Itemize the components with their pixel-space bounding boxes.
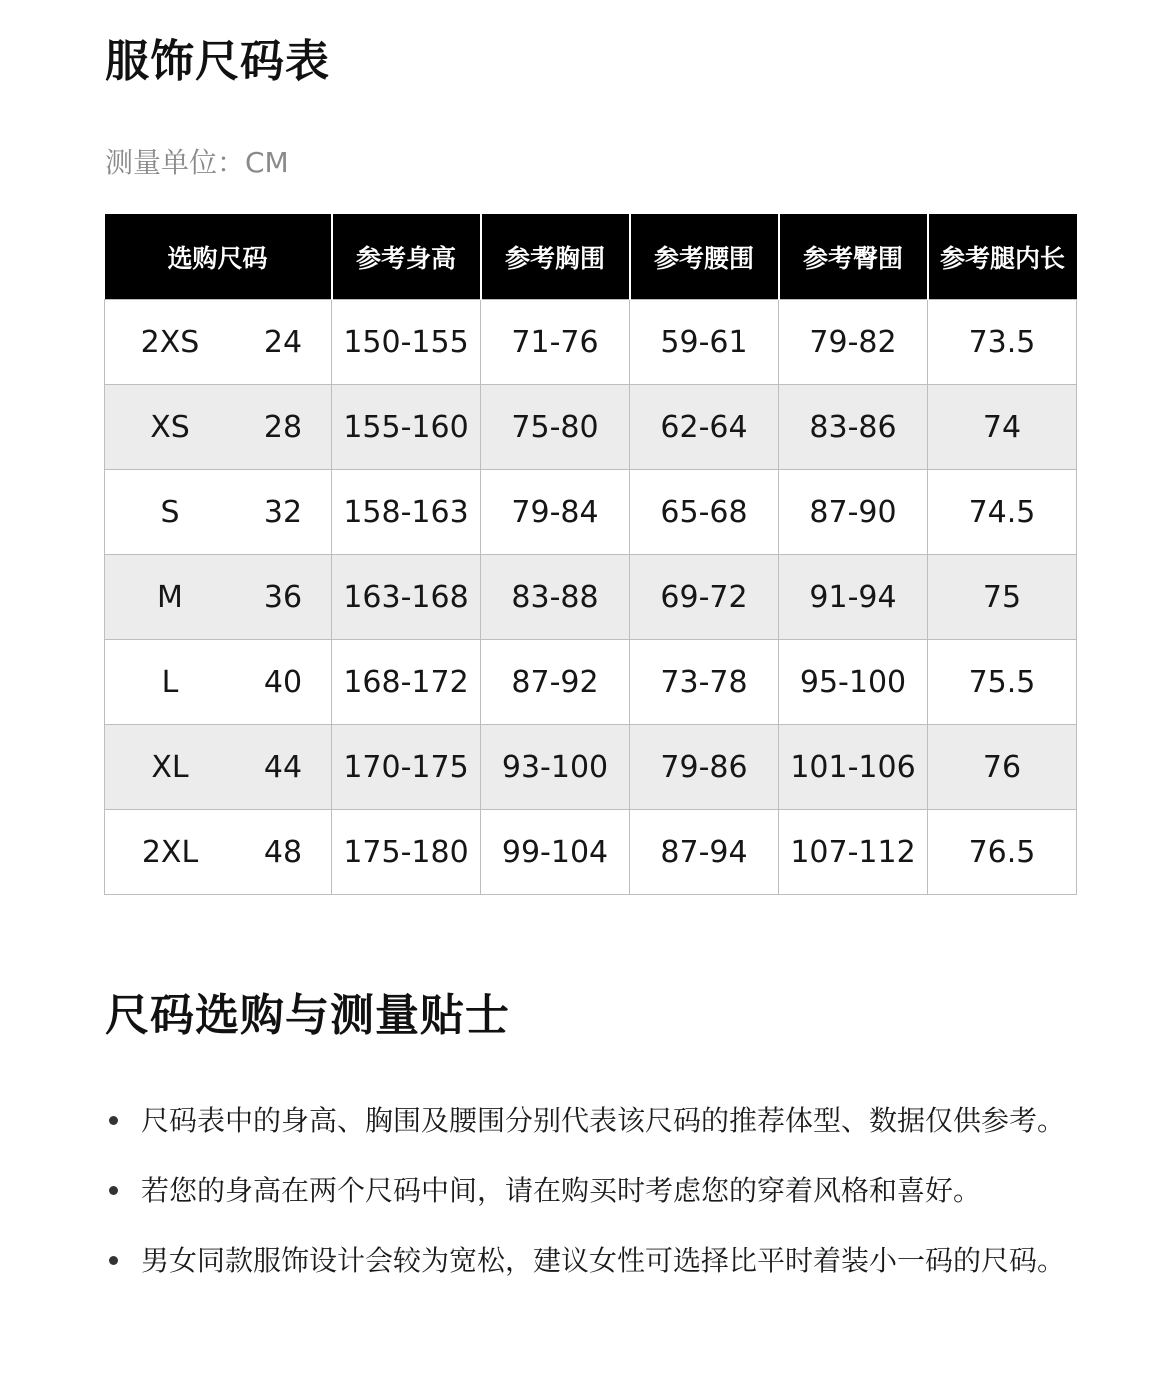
size-cell: [105, 725, 332, 810]
hip-cell: 91-94: [779, 555, 928, 640]
table-row: [105, 640, 1077, 725]
height-cell: 158-163: [332, 470, 481, 555]
inseam-cell: 76: [928, 725, 1077, 810]
hip-cell: 107-112: [779, 810, 928, 895]
size-chart-table: [104, 214, 1077, 895]
inseam-cell: 75.5: [928, 640, 1077, 725]
waist-cell: 69-72: [630, 555, 779, 640]
size-letter: S: [160, 494, 180, 530]
waist-cell: 65-68: [630, 470, 779, 555]
header-waist: 参考腰围: [630, 214, 779, 300]
height-cell: 155-160: [332, 385, 481, 470]
bullet-icon: [109, 1256, 118, 1265]
header-height: 参考身高: [332, 214, 481, 300]
header-inseam: 参考腿内长: [928, 214, 1077, 300]
waist-cell: 79-86: [630, 725, 779, 810]
size-letter: XL: [151, 749, 189, 785]
header-chest: 参考胸围: [481, 214, 630, 300]
table-row: [105, 300, 1077, 385]
bullet-icon: [109, 1186, 118, 1195]
list-item: [105, 1168, 1085, 1214]
height-cell: 168-172: [332, 640, 481, 725]
size-code: 40: [263, 664, 303, 700]
hip-cell: 83-86: [779, 385, 928, 470]
inseam-cell: 74: [928, 385, 1077, 470]
size-cell: [105, 385, 332, 470]
hip-cell: 79-82: [779, 300, 928, 385]
bullet-icon: [109, 1116, 118, 1125]
size-cell: [105, 810, 332, 895]
size-letter: M: [157, 579, 183, 615]
size-code: 48: [263, 834, 303, 870]
hip-cell: 87-90: [779, 470, 928, 555]
table-row: [105, 725, 1077, 810]
chest-cell: 83-88: [481, 555, 630, 640]
inseam-cell: 75: [928, 555, 1077, 640]
table-row: [105, 810, 1077, 895]
chest-cell: 93-100: [481, 725, 630, 810]
table-row: [105, 555, 1077, 640]
size-letter: 2XS: [140, 324, 200, 360]
size-cell: [105, 470, 332, 555]
size-letter: XS: [150, 409, 190, 445]
tip-text: 男女同款服饰设计会较为宽松，建议女性可选择比平时着装小一码的尺码。: [141, 1244, 1066, 1277]
height-cell: 150-155: [332, 300, 481, 385]
page-title: 服饰尺码表: [105, 36, 330, 87]
waist-cell: 87-94: [630, 810, 779, 895]
size-code: 36: [263, 579, 303, 615]
height-cell: 163-168: [332, 555, 481, 640]
list-item: [105, 1238, 1085, 1284]
table-row: [105, 470, 1077, 555]
tip-text: 若您的身高在两个尺码中间，请在购买时考虑您的穿着风格和喜好。: [141, 1174, 982, 1207]
size-cell: [105, 555, 332, 640]
size-letter: 2XL: [141, 834, 199, 870]
tips-title: 尺码选购与测量贴士: [105, 990, 510, 1041]
waist-cell: 73-78: [630, 640, 779, 725]
waist-cell: 59-61: [630, 300, 779, 385]
hip-cell: 101-106: [779, 725, 928, 810]
unit-label: 测量单位：CM: [105, 146, 289, 179]
hip-cell: 95-100: [779, 640, 928, 725]
chest-cell: 75-80: [481, 385, 630, 470]
waist-cell: 62-64: [630, 385, 779, 470]
chest-cell: 99-104: [481, 810, 630, 895]
size-letter: L: [161, 664, 179, 700]
size-code: 28: [263, 409, 303, 445]
size-cell: [105, 640, 332, 725]
tip-text: 尺码表中的身高、胸围及腰围分别代表该尺码的推荐体型、数据仅供参考。: [141, 1104, 1066, 1137]
size-code: 44: [263, 749, 303, 785]
inseam-cell: 76.5: [928, 810, 1077, 895]
inseam-cell: 74.5: [928, 470, 1077, 555]
height-cell: 175-180: [332, 810, 481, 895]
chest-cell: 79-84: [481, 470, 630, 555]
chest-cell: 71-76: [481, 300, 630, 385]
chest-cell: 87-92: [481, 640, 630, 725]
list-item: [105, 1098, 1085, 1144]
height-cell: 170-175: [332, 725, 481, 810]
size-code: 32: [263, 494, 303, 530]
size-code: 24: [263, 324, 303, 360]
inseam-cell: 73.5: [928, 300, 1077, 385]
table-row: [105, 385, 1077, 470]
tips-list: [105, 1098, 1085, 1308]
header-size: 选购尺码: [105, 214, 332, 300]
size-cell: [105, 300, 332, 385]
header-hip: 参考臀围: [779, 214, 928, 300]
table-header-row: [105, 214, 1077, 300]
